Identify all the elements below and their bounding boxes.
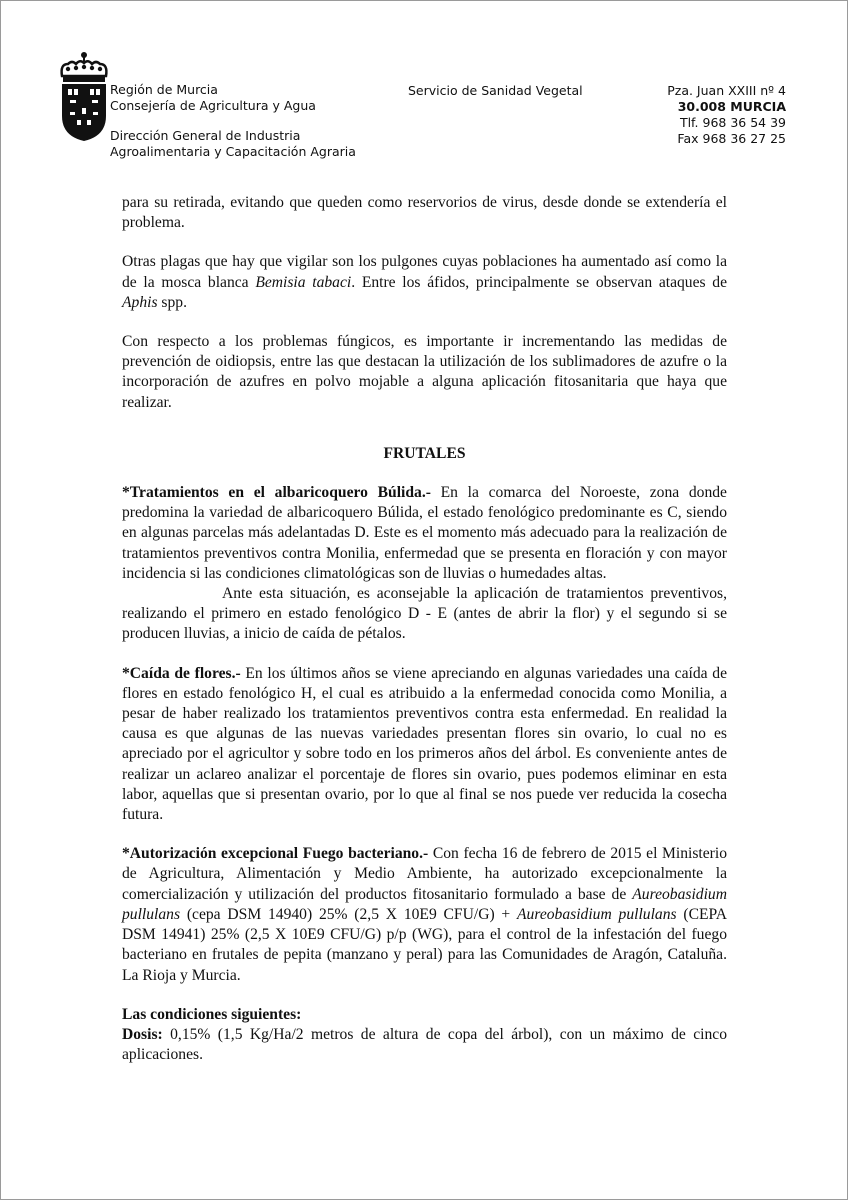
flower-drop-text: En los últimos años se viene apreciando en algunas variedades una caída de flores en estado fenológico H, el cual es atribuido a la enfermedad conocida como Monilia, a pesar de haber realizado los tratamientos preventivos contra esta enfermedad. En realidad la causa es que algunas de las nuevas variedades presentan flores sin ovario, lo cual no es apreciado por el agricultor y sobre todo en los primeros años del árbol. Es conveniente antes de realizar un aclareo analizar el porcentaje de flores sin ovario, pues podemos eliminar en esta labor, aquellas que si presentan ovario, por lo que al final se nos puede ver reducida la cosecha futura.: [122, 664, 727, 824]
dose-label: Dosis:: [122, 1025, 163, 1043]
ministry-name: Consejería de Agricultura y Agua: [110, 98, 316, 113]
department-name: [110, 128, 356, 160]
region-name: Región de Murcia: [110, 82, 218, 97]
department-line-2: Agroalimentaria y Capacitación Agraria: [110, 144, 356, 159]
document-body: [122, 193, 727, 1065]
paragraph-conditions: [122, 1005, 727, 1066]
paragraph-apricot-treatments: [122, 483, 727, 584]
species-aureobasidium-1: Aureobasidium pullulans: [122, 885, 727, 923]
dose-text: 0,15% (1,5 Kg/Ha/2 metros de altura de copa del árbol), con un máximo de cinco aplicaciones.: [122, 1025, 727, 1064]
authorization-text-1: Con fecha 16 de febrero de 2015 el Ministerio de Agricultura, Alimentación y Medio Ambiente, ha autorizado excepcionalmente la comercialización y utilización del productos fitosanitario formulado a base de: [122, 845, 727, 903]
paragraph-flower-drop: [122, 664, 727, 826]
service-label: Servicio de Sanidad Vegetal: [408, 83, 583, 98]
paragraph-authorization: [122, 844, 727, 985]
contact-block: [667, 83, 786, 147]
species-bemisia: Bemisia tabaci: [255, 273, 352, 291]
species-aureobasidium-2: Aureobasidium pullulans: [517, 905, 677, 923]
flower-drop-title: *Caída de flores.-: [122, 664, 241, 682]
paragraph-pests: [122, 252, 727, 313]
organization-name: [110, 82, 316, 114]
conditions-title: Las condiciones siguientes:: [122, 1005, 302, 1023]
pests-text-2: . Entre los áfidos, principalmente se observan ataques de: [351, 273, 727, 291]
fax-number: Fax 968 36 27 25: [677, 131, 786, 146]
letterhead: [0, 0, 848, 170]
address-street: Pza. Juan XXIII nº 4: [667, 83, 786, 98]
species-aphis: Aphis: [122, 293, 158, 311]
section-title: FRUTALES: [383, 444, 466, 462]
paragraph-virus-reservoirs: para su retirada, evitando que queden como reservorios de virus, desde donde se extendería el problema.: [122, 194, 727, 232]
pests-text-3: spp.: [157, 293, 187, 311]
service-name: [408, 83, 583, 99]
apricot-treatments-title: *Tratamientos en el albaricoquero Búlida.-: [122, 484, 431, 502]
pests-text-1: Otras plagas que hay que vigilar son los pulgones cuyas poblaciones ha aumentado así como la de la mosca blanca: [122, 253, 727, 291]
authorization-text-3: (CEPA DSM 14941) 25% (2,5 X 10E9 CFU/G) p/p (WG), para el control de la infestación del fuego bacteriano en frutales de pepita (manzano y peral) para las Comunidades de Aragón, Cataluña. La Rioja y Murcia.: [122, 905, 728, 984]
paragraph-fungal: Con respecto a los problemas fúngicos, es importante ir incrementando las medidas de prevención de oidiopsis, entre las que destacan la utilización de los sublimadores de azufre o la incorporación de azufres en polvo mojable a alguna aplicación fitosanitaria que haya que realizar.: [122, 333, 727, 411]
department-line-1: Dirección General de Industria: [110, 128, 301, 143]
paragraph-preventive-treatments: Ante esta situación, es aconsejable la aplicación de tratamientos preventivos, realizando el primero en estado fenológico D - E (antes de abrir la flor) y el segundo si se producen lluvias, a inicio de caída de pétalos.: [122, 585, 727, 643]
phone-number: Tlf. 968 36 54 39: [679, 115, 786, 130]
apricot-treatments-text: En la comarca del Noroeste, zona donde predomina la variedad de albaricoquero Búlida, el estado fenológico predominante es C, siendo en algunas parcelas más adelantadas D. Este es el momento más adecuado para la realización de tratamientos preventivos contra Monilia, enfermedad que se presenta en floración y con mayor incidencia si las condiciones climatológicas son de lluvias o humedades altas.: [122, 484, 727, 582]
murcia-coat-of-arms-icon: [58, 50, 110, 142]
address-city: 30.008 MURCIA: [677, 99, 786, 114]
authorization-title: *Autorización excepcional Fuego bacteriano.-: [122, 845, 429, 863]
authorization-text-2: (cepa DSM 14940) 25% (2,5 X 10E9 CFU/G) +: [180, 905, 518, 923]
